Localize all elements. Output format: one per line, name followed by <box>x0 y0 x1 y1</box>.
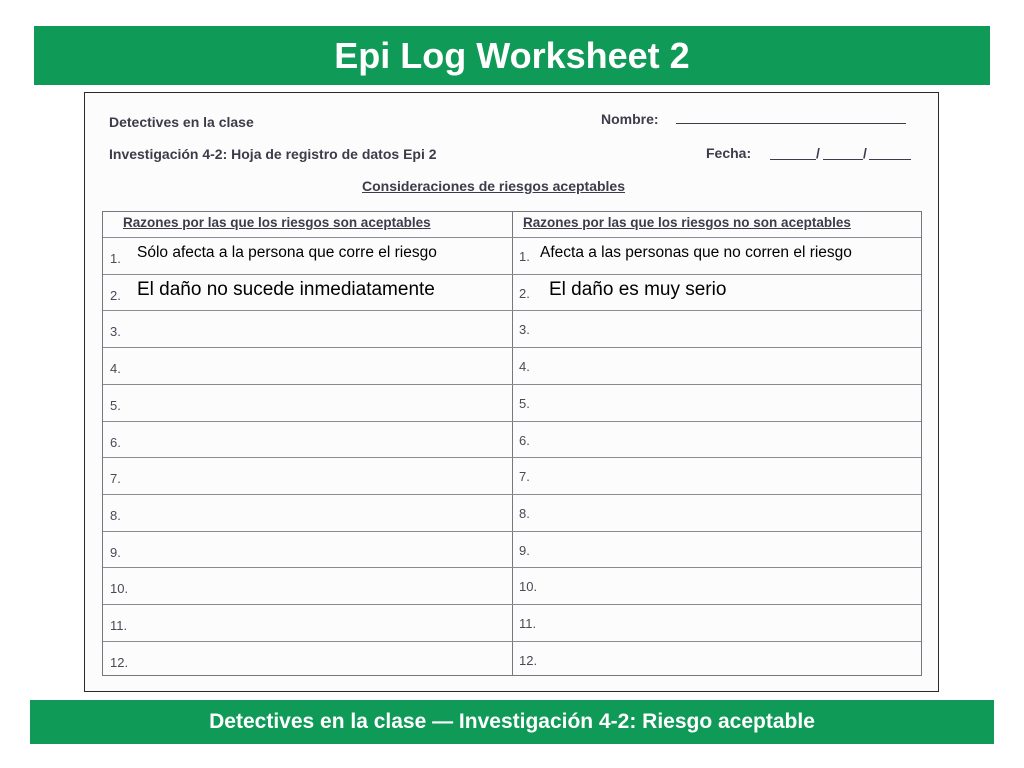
date-label: Fecha: <box>706 145 752 161</box>
worksheet-investigation: Investigación 4-2: Hoja de registro de datos Epi 2 <box>109 146 437 162</box>
left-answer: El daño no sucede inmediatamente <box>137 278 435 300</box>
right-row-number: 2. <box>519 285 530 301</box>
left-column-header: Razones por las que los riesgos son aceptables <box>123 215 431 230</box>
slide-footer: Detectives en la clase — Investigación 4-2: Riesgo aceptable <box>209 710 815 733</box>
name-blank-line <box>676 123 906 124</box>
left-row-number: 7. <box>110 471 121 487</box>
right-answer: El daño es muy serio <box>549 278 727 300</box>
row-divider <box>103 310 921 311</box>
right-row-number: 11. <box>519 616 537 631</box>
left-row-number: 3. <box>110 324 121 340</box>
row-divider <box>103 237 921 238</box>
row-divider <box>103 384 921 385</box>
slide-title: Epi Log Worksheet 2 <box>334 34 690 76</box>
left-row-number: 5. <box>110 397 121 413</box>
right-row-number: 7. <box>519 469 530 485</box>
left-answer: Sólo afecta a la persona que corre el riesgo <box>137 244 437 261</box>
worksheet-class-name: Detectives en la clase <box>109 114 254 130</box>
row-divider <box>103 604 921 605</box>
worksheet-image <box>84 92 939 692</box>
date-blank-year <box>869 159 911 160</box>
left-row-number: 10. <box>110 581 129 597</box>
right-row-number: 3. <box>519 322 530 338</box>
left-row-number: 6. <box>110 434 121 450</box>
right-column-header: Razones por las que los riesgos no son aceptables <box>523 215 851 230</box>
row-divider <box>103 274 921 275</box>
column-divider <box>512 212 513 675</box>
right-row-number: 10. <box>519 579 538 595</box>
right-row-number: 5. <box>519 395 530 411</box>
date-blank-day <box>770 159 816 160</box>
date-blank-month <box>823 159 863 160</box>
footer-banner <box>30 700 994 744</box>
row-divider <box>103 421 921 422</box>
row-divider <box>103 641 921 642</box>
right-row-number: 6. <box>519 432 530 448</box>
left-row-number: 1. <box>110 251 121 266</box>
row-divider <box>103 457 921 458</box>
reasons-table <box>102 211 922 676</box>
left-row-number: 9. <box>110 544 121 560</box>
right-row-number: 9. <box>519 542 530 558</box>
right-answer: Afecta a las personas que no corren el riesgo <box>540 244 852 261</box>
left-row-number: 11. <box>110 618 128 633</box>
row-divider <box>103 347 921 348</box>
row-divider <box>103 531 921 532</box>
right-row-number: 4. <box>519 359 530 375</box>
title-banner <box>34 26 990 85</box>
right-row-number: 12. <box>519 652 538 668</box>
date-separator: / <box>863 145 867 161</box>
left-row-number: 8. <box>110 507 121 523</box>
date-separator: / <box>816 145 820 161</box>
name-label: Nombre: <box>601 111 659 127</box>
left-row-number: 4. <box>110 361 121 377</box>
row-divider <box>103 494 921 495</box>
worksheet-subtitle: Consideraciones de riesgos aceptables <box>362 178 625 194</box>
right-row-number: 8. <box>519 505 530 521</box>
row-divider <box>103 567 921 568</box>
right-row-number: 1. <box>519 249 530 264</box>
left-row-number: 2. <box>110 287 121 303</box>
left-row-number: 12. <box>110 654 129 670</box>
